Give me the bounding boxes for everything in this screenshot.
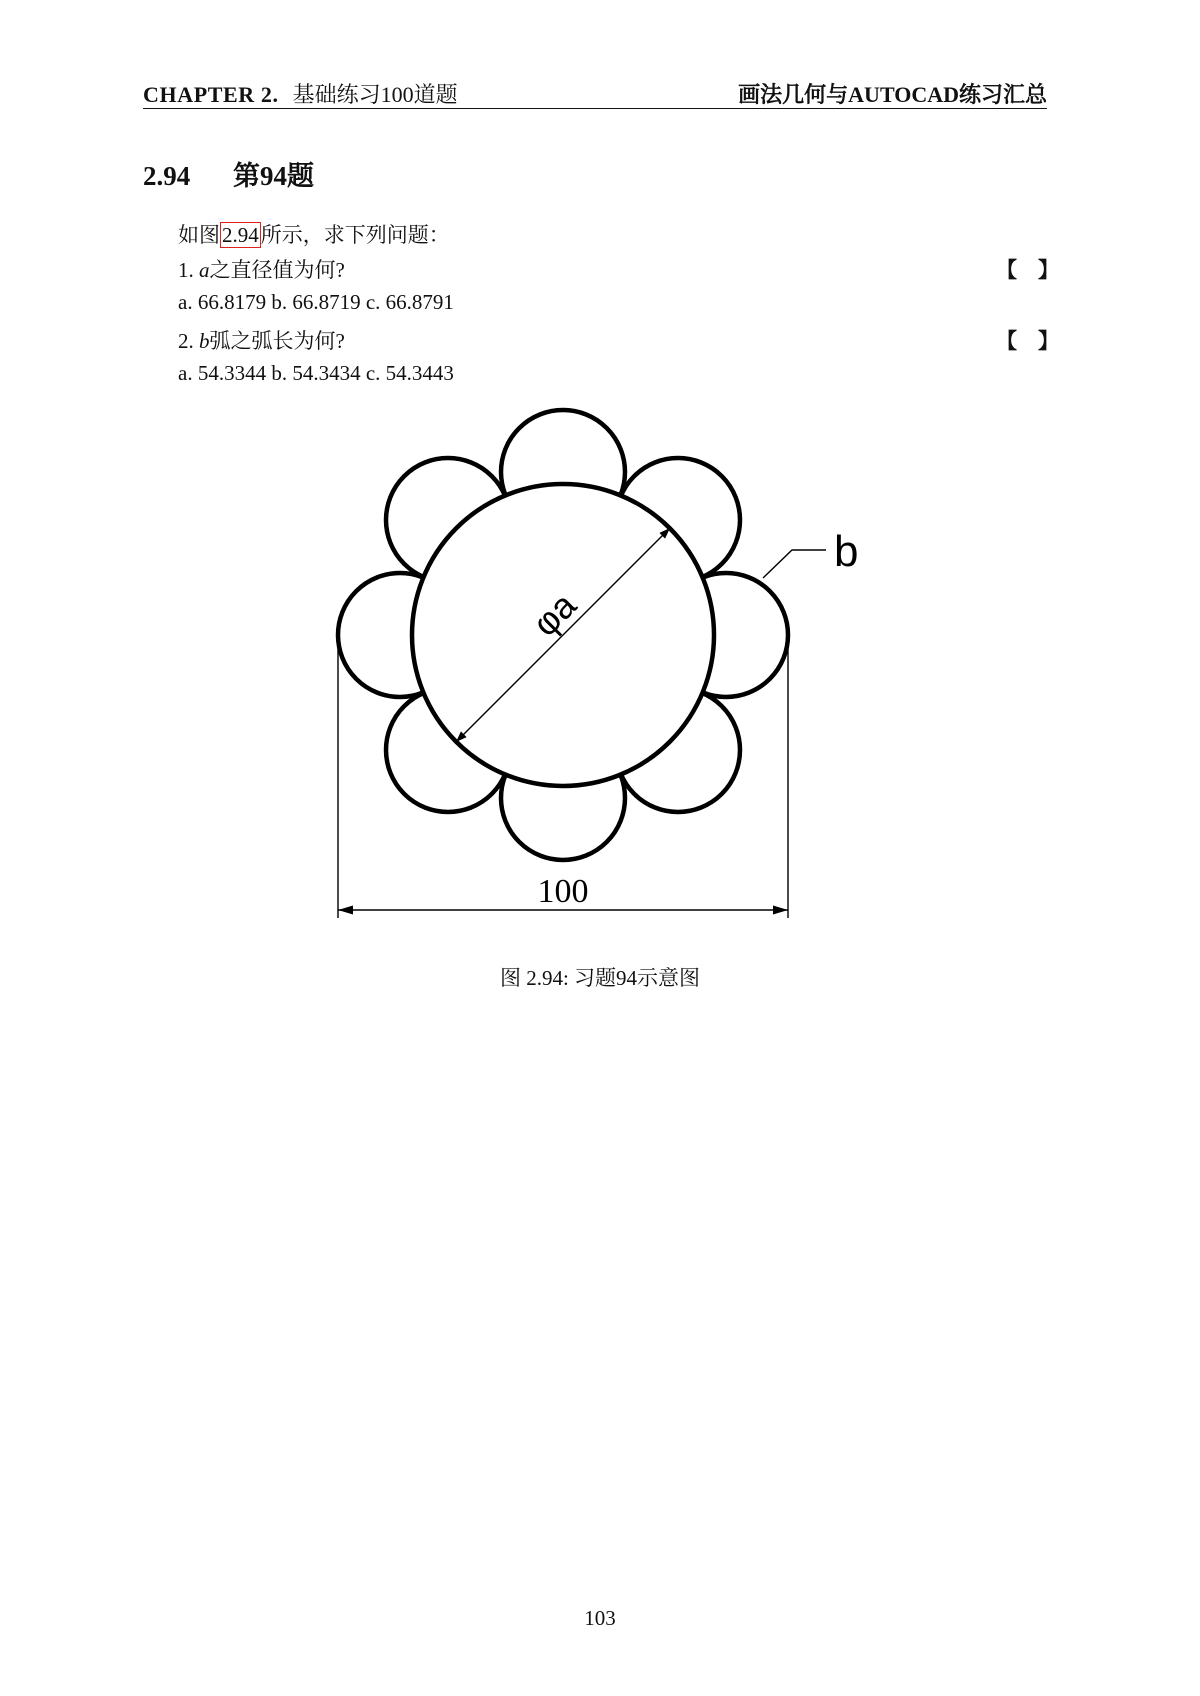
diameter-label: φa	[524, 584, 584, 644]
figure-reference-link[interactable]: 2.94	[222, 223, 259, 247]
question-2-options: a. 54.3344 b. 54.3434 c. 54.3443	[178, 361, 454, 385]
header-chapter-title: 基础练习100道题	[292, 82, 458, 107]
question-2: 2. b弧之弧长为何?	[178, 329, 345, 353]
question-1-variable: a	[199, 258, 210, 282]
width-arrow-left	[338, 906, 353, 915]
section-number: 2.94	[143, 161, 191, 191]
arc-label: b	[834, 527, 859, 576]
width-arrow-right	[773, 906, 788, 915]
header-chapter: CHAPTER 2. 基础练习100道题	[143, 82, 458, 107]
section-name: 第94题	[233, 161, 314, 191]
arc-leader-line	[763, 550, 826, 578]
width-dimension-label: 100	[537, 873, 589, 910]
page-number: 103	[584, 1606, 616, 1630]
header-book-title: 画法几何与AUTOCAD练习汇总	[738, 82, 1047, 107]
question-1-options: a. 66.8179 b. 66.8719 c. 66.8791	[178, 290, 454, 314]
question-2-variable: b	[199, 329, 210, 353]
intro-text: 如图2.94所示，求下列问题：	[178, 223, 450, 247]
figure-caption: 图 2.94: 习题94示意图	[499, 966, 701, 990]
answer-bracket-2: 【 】	[996, 329, 1059, 353]
answer-bracket-1: 【 】	[996, 258, 1059, 282]
question-1: 1. a之直径值为何?	[178, 258, 345, 282]
